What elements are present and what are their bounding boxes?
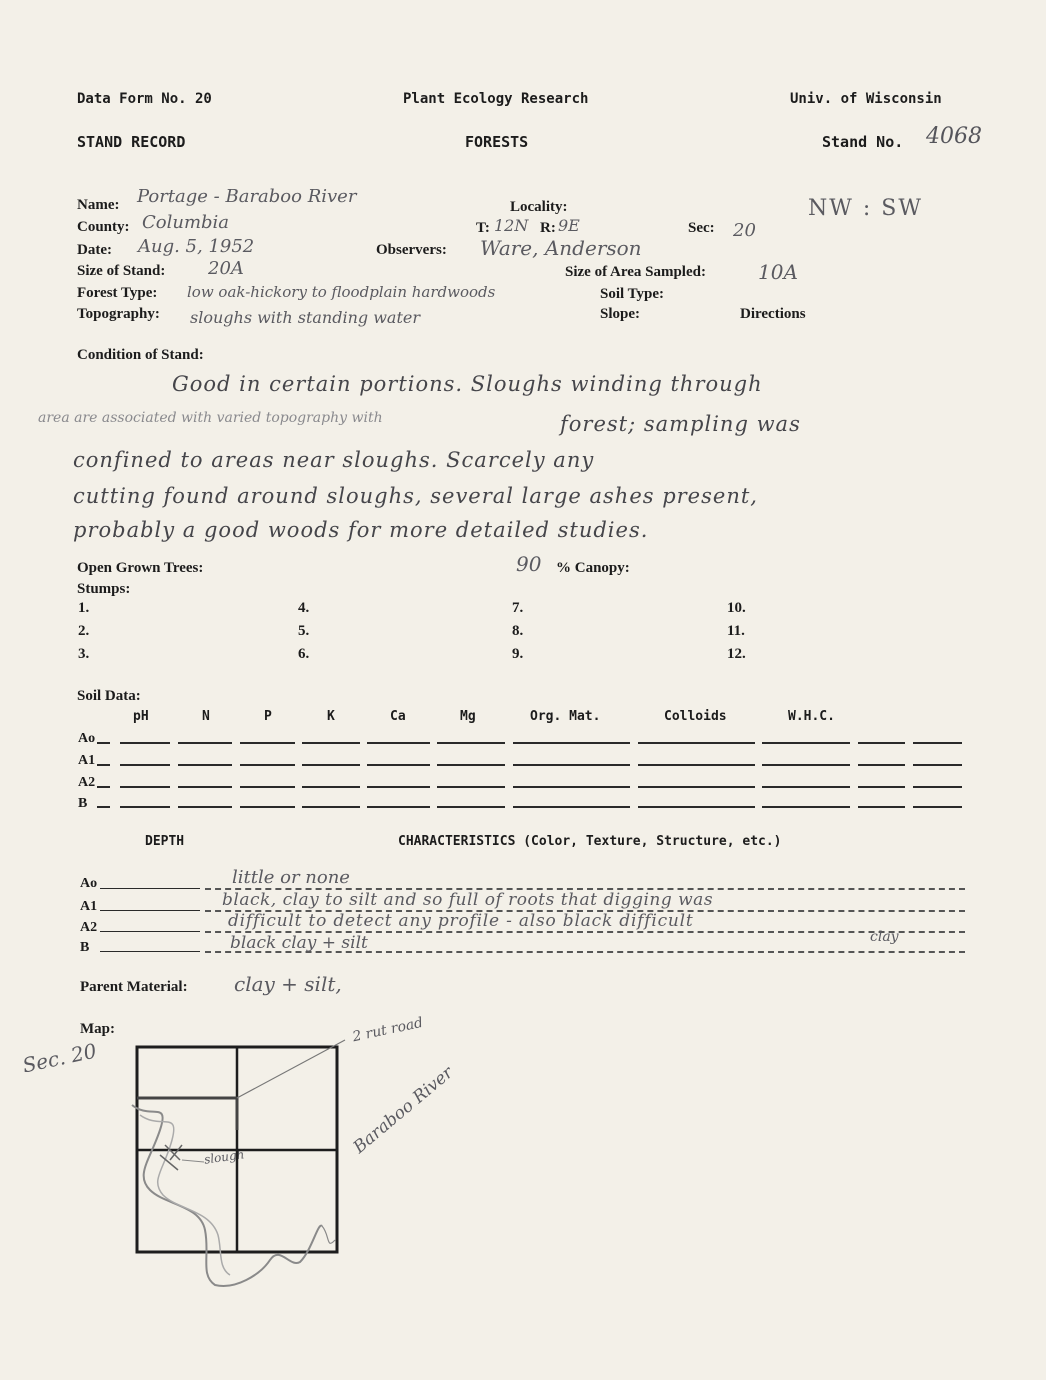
parent-material-label: Parent Material: [80, 979, 188, 995]
stumps-label: Stumps: [77, 581, 131, 597]
stump-number: 11. [727, 623, 745, 639]
name-value: Portage - Baraboo River [137, 186, 357, 207]
soil-row-label: Ao [78, 731, 96, 746]
locality-label: Locality: [510, 199, 568, 215]
profile-entry-ao: little or none [232, 867, 350, 888]
form-number: Data Form No. 20 [77, 91, 212, 107]
stand-number-value: 4068 [926, 124, 982, 149]
condition-line-4: cutting found around sloughs, several large ashes present, [73, 484, 758, 508]
size-of-area-value: 10A [758, 260, 798, 284]
soil-row-label: A2 [78, 775, 96, 790]
soil-column-header: Colloids [664, 709, 727, 724]
research-title: Plant Ecology Research [403, 91, 589, 107]
soil-column-header: pH [133, 709, 149, 724]
topography-label: Topography: [77, 306, 160, 322]
profile-entry-b: black clay + silt [230, 933, 368, 953]
canopy-label: % Canopy: [556, 560, 630, 576]
map-slough-leader [182, 1160, 204, 1162]
map-river-leader [322, 1226, 335, 1243]
university-name: Univ. of Wisconsin [790, 91, 942, 107]
condition-line-5: probably a good woods for more detailed studies. [73, 518, 649, 542]
stump-number: 9. [512, 646, 524, 662]
profile-row-label: A1 [80, 899, 98, 914]
soil-column-header: W.H.C. [788, 709, 835, 724]
stump-number: 7. [512, 600, 524, 616]
condition-line-3: confined to areas near sloughs. Scarcely any [73, 448, 595, 472]
soil-data-label: Soil Data: [77, 688, 141, 704]
locality-value: NW : SW [808, 196, 923, 221]
forest-type-label: Forest Type: [77, 285, 158, 301]
soil-column-header: P [264, 709, 272, 724]
date-value: Aug. 5, 1952 [138, 236, 255, 257]
open-grown-trees-label: Open Grown Trees: [77, 560, 204, 576]
forest-type-value: low oak-hickory to floodplain hardwoods [187, 283, 496, 301]
profile-entry-a2: difficult to detect any profile - also black difficult [228, 911, 694, 931]
stump-number: 1. [78, 600, 90, 616]
soil-column-header: K [327, 709, 335, 724]
topography-value: sloughs with standing water [190, 308, 420, 327]
soil-row-label: B [78, 796, 88, 811]
date-label: Date: [77, 242, 112, 258]
record-type: STAND RECORD [77, 133, 186, 151]
stump-number: 4. [298, 600, 310, 616]
category-title: FORESTS [465, 133, 529, 151]
soil-column-header: N [202, 709, 210, 724]
condition-line-1: Good in certain portions. Sloughs winding through [172, 372, 763, 396]
stump-number: 8. [512, 623, 524, 639]
stump-number: 5. [298, 623, 310, 639]
directions-label: Directions [740, 306, 806, 322]
profile-row-label: A2 [80, 920, 98, 935]
soil-column-header: Mg [460, 709, 476, 724]
map-road [137, 1098, 237, 1130]
township-label: T: [476, 220, 490, 236]
profile-note-clay: clay [870, 929, 899, 945]
section-label: Sec: [688, 220, 715, 236]
section-value: 20 [733, 220, 756, 241]
map-road-label: 2 rut road [351, 1014, 425, 1046]
size-of-stand-label: Size of Stand: [77, 263, 166, 279]
name-label: Name: [77, 197, 120, 213]
profile-row-label: B [80, 940, 90, 955]
range-value: 9E [558, 216, 580, 235]
stump-number: 10. [727, 600, 746, 616]
soil-row-label: A1 [78, 753, 96, 768]
condition-label: Condition of Stand: [77, 347, 204, 363]
county-label: County: [77, 219, 130, 235]
size-of-area-label: Size of Area Sampled: [565, 264, 706, 280]
township-value: 12N [494, 216, 529, 235]
canopy-value: 90 [516, 552, 542, 576]
map-river-label: Baraboo River [349, 1062, 458, 1158]
map-road-leader [237, 1040, 345, 1098]
map-label: Map: [80, 1021, 115, 1037]
map-slough-label: slough [203, 1147, 246, 1167]
condition-margin-note: area are associated with varied topography with [38, 410, 383, 426]
stump-number: 3. [78, 646, 90, 662]
soil-column-header: Org. Mat. [530, 709, 601, 724]
stump-number: 2. [78, 623, 90, 639]
stand-number-label: Stand No. [822, 133, 904, 151]
parent-material-value: clay + silt, [234, 972, 342, 996]
size-of-stand-value: 20A [208, 258, 244, 279]
depth-label: DEPTH [145, 834, 185, 849]
map-section-label: Sec. 20 [20, 1038, 99, 1078]
soil-column-header: Ca [390, 709, 406, 724]
slope-label: Slope: [600, 306, 641, 322]
profile-row-label: Ao [80, 876, 98, 891]
stump-number: 12. [727, 646, 746, 662]
observers-label: Observers: [376, 242, 447, 258]
profile-entry-a1: black, clay to silt and so full of roots that digging was [222, 890, 714, 910]
range-label: R: [540, 220, 556, 236]
condition-line-2: forest; sampling was [560, 412, 801, 436]
county-value: Columbia [142, 212, 230, 233]
soil-type-label: Soil Type: [600, 286, 665, 302]
map-river [132, 1105, 322, 1286]
stump-number: 6. [298, 646, 310, 662]
characteristics-label: CHARACTERISTICS (Color, Texture, Structure, etc.) [398, 834, 782, 849]
observers-value: Ware, Anderson [480, 236, 642, 260]
